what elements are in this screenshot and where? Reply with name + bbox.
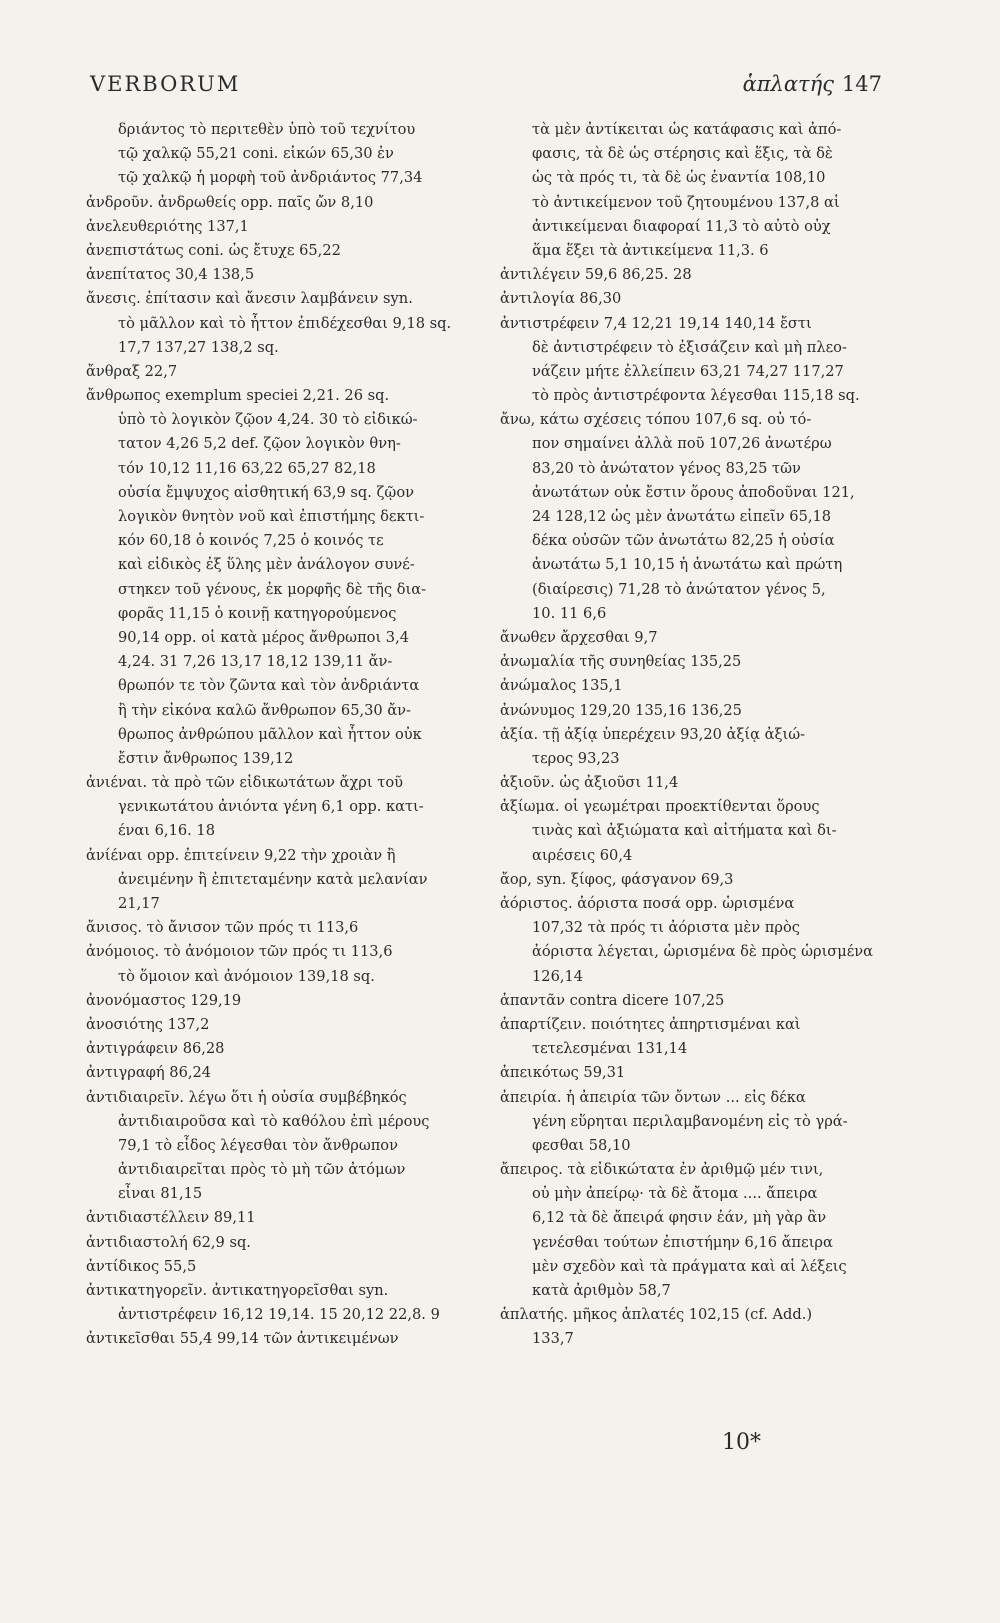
index-line: ἀντιλογία 86,30 [500, 290, 622, 308]
index-line: ἄνισος. τὸ ἄνισον τῶν πρός τι 113,6 [86, 919, 359, 937]
index-line: ἁπλατής. μῆκος ἀπλατές 102,15 (cf. Add.) [500, 1306, 813, 1324]
index-line: ἄνωθεν ἄρχεσθαι 9,7 [500, 628, 658, 646]
index-line: τὸ ἀντικείμενον τοῦ ζητουμένου 137,8 αἱ [532, 193, 840, 211]
index-line: (διαίρεσις) 71,28 τὸ ἀνώτατον γένος 5, [532, 580, 826, 598]
index-line: ἀνόμοιος. τὸ ἀνόμοιον τῶν πρός τι 113,6 [86, 943, 393, 961]
index-line: ἀξία. τῇ ἀξίᾳ ὑπερέχειν 93,20 ἀξίᾳ ἀξιώ- [500, 725, 806, 743]
index-line: 107,32 τὰ πρός τι ἀόριστα μὲν πρὸς [532, 919, 800, 937]
index-line: στηκεν τοῦ γένους, ἐκ μορφῆς δὲ τῆς δια- [118, 580, 427, 598]
index-line: κατὰ ἀριθμὸν 58,7 [532, 1282, 671, 1299]
index-line: 21,17 [118, 895, 160, 912]
index-line: οὐ μὴν ἀπείρῳ· τὰ δὲ ἄτομα .... ἄπειρα [532, 1185, 818, 1203]
index-line: τῷ χαλκῷ 55,21 coni. εἰκών 65,30 ἐν [118, 145, 394, 163]
index-line: ἀντιδιαιρεῖται πρὸς τὸ μὴ τῶν ἀτόμων [118, 1161, 406, 1179]
index-line: τινὰς καὶ ἀξιώματα καὶ αἰτήματα καὶ δι- [532, 822, 837, 840]
right-column [500, 118, 882, 1352]
index-line: τερος 93,23 [532, 749, 620, 767]
index-line: ἀντιδιαιροῦσα καὶ τὸ καθόλου ἐπὶ μέρους [118, 1112, 430, 1130]
index-line: ἀνωτάτω 5,1 10,15 ἡ ἀνωτάτω καὶ πρώτη [532, 556, 843, 574]
index-line: ἀνονόμαστος 129,19 [86, 991, 242, 1009]
index-line: 10. 11 6,6 [532, 604, 607, 622]
index-line: 83,20 τὸ ἀνώτατον γένος 83,25 τῶν [532, 459, 801, 477]
index-line: ἀνωμαλία τῆς συνηθείας 135,25 [500, 653, 742, 671]
index-line: ἀντιδιαστολή 62,9 sq. [86, 1233, 251, 1251]
index-line: ἄνθραξ 22,7 [86, 362, 178, 380]
index-line: ἄπειρος. τὰ εἰδικώτατα ἐν ἀριθμῷ μέν τινι, [500, 1161, 824, 1179]
index-line: ἀνιέναι. τὰ πρὸ τῶν εἰδικωτάτων ἄχρι τοῦ [86, 774, 403, 792]
index-line: ἀντικείμεναι διαφοραί 11,3 τὸ αὐτὸ οὐχ [532, 217, 831, 235]
index-line: ἀντιστρέφειν 7,4 12,21 19,14 140,14 ἔστι [500, 314, 812, 332]
index-line: ἀνοσιότης 137,2 [86, 1015, 210, 1033]
index-line: πον σημαίνει ἀλλὰ ποῦ 107,26 ἀνωτέρω [532, 435, 832, 453]
index-line: 4,24. 31 7,26 13,17 18,12 139,11 ἄν- [118, 653, 393, 671]
index-line: γένη εὕρηται περιλαμβανομένη εἰς τὸ γρά- [532, 1112, 848, 1130]
index-line: ἀπαντᾶν contra dicere 107,25 [500, 991, 725, 1009]
index-line: τετελεσμέναι 131,14 [532, 1040, 688, 1058]
index-line: νάζειν μήτε ἐλλείπειν 63,21 74,27 117,27 [532, 362, 844, 380]
index-line: κόν 60,18 ὁ κοινός 7,25 ὁ κοινός τε [118, 532, 384, 550]
index-line: δριάντος τὸ περιτεθὲν ὑπὸ τοῦ τεχνίτου [118, 121, 416, 138]
index-line: 90,14 opp. οἱ κατὰ μέρος ἄνθρωποι 3,4 [118, 628, 410, 646]
index-line: ἀνώμαλος 135,1 [500, 677, 623, 695]
index-line: αιρέσεις 60,4 [532, 846, 633, 864]
index-line: ἀόριστος. ἀόριστα ποσά opp. ὡρισμένα [500, 895, 795, 912]
index-line: 6,12 τὰ δὲ ἄπειρά φησιν ἐάν, μὴ γὰρ ἂν [532, 1209, 827, 1227]
index-line: ἀνδροῦν. ἀνδρωθείς opp. παῖς ὤν 8,10 [86, 193, 374, 211]
index-line: ἄνεσις. ἐπίτασιν καὶ ἄνεσιν λαμβάνειν syn. [86, 290, 413, 308]
head-word: ἁπλατής [742, 72, 834, 96]
index-line: καὶ εἰδικὸς ἐξ ὕλης μὲν ἀνάλογον συνέ- [118, 556, 415, 574]
index-line: ἄνω, κάτω σχέσεις τόπου 107,6 sq. οὐ τό- [500, 411, 812, 429]
index-line: 17,7 137,27 138,2 sq. [118, 338, 279, 356]
running-head: VERBORUM [90, 72, 241, 96]
index-line: ἀπειρία. ἡ ἀπειρία τῶν ὄντων ... εἰς δέκα [500, 1088, 806, 1106]
index-line: ἀόριστα λέγεται, ὡρισμένα δὲ πρὸς ὡρισμένα [532, 943, 874, 961]
index-line: ἀνώνυμος 129,20 135,16 136,25 [500, 701, 742, 719]
left-column [86, 118, 486, 1352]
page-number: 147 [841, 72, 882, 96]
index-line: ἀντιδιαιρεῖν. λέγω ὅτι ἡ οὐσία συμβέβηκός [86, 1088, 407, 1106]
index-line: ὑπὸ τὸ λογικὸν ζῷον 4,24. 30 τὸ εἰδικώ- [118, 411, 418, 429]
index-line: ἀνεπιστάτως coni. ὡς ἔτυχε 65,22 [86, 241, 341, 259]
index-line: τῷ χαλκῷ ἡ μορφὴ τοῦ ἀνδριάντος 77,34 [118, 169, 423, 187]
signature-mark: 10* [722, 1430, 761, 1455]
index-line: τὸ ὅμοιον καὶ ἀνόμοιον 139,18 sq. [118, 967, 375, 985]
index-line: τὰ μὲν ἀντίκειται ὡς κατάφασις καὶ ἀπό- [532, 121, 842, 138]
index-line: ἀνωτάτων οὐκ ἔστιν ὅρους ἀποδοῦναι 121, [532, 483, 855, 501]
index-line: ἀξίωμα. οἱ γεωμέτραι προεκτίθενται ὅρους [500, 798, 820, 816]
index-line: οὐσία ἔμψυχος αἰσθητική 63,9 sq. ζῷον [118, 483, 414, 501]
index-line: φορᾶς 11,15 ὁ κοινῇ κατηγορούμενος [118, 604, 397, 622]
index-line: ἀνειμένην ἢ ἐπιτεταμένην κατὰ μελανίαν [118, 870, 428, 888]
index-line: ἀντιγραφή 86,24 [86, 1064, 212, 1082]
index-line: δέκα οὐσῶν τῶν ἀνωτάτω 82,25 ἡ οὐσία [532, 532, 835, 550]
index-line: τατον 4,26 5,2 def. ζῷον λογικὸν θνη- [118, 435, 401, 453]
index-line: τόν 10,12 11,16 63,22 65,27 82,18 [118, 459, 376, 477]
index-line: φασις, τὰ δὲ ὡς στέρησις καὶ ἕξις, τὰ δὲ [532, 145, 833, 163]
index-line: έναι 6,16. 18 [118, 822, 215, 840]
index-line: ἄορ, syn. ξίφος, φάσγανον 69,3 [500, 870, 734, 888]
index-line: 126,14 [532, 967, 584, 985]
index-line: 79,1 τὸ εἶδος λέγεσθαι τὸν ἄνθρωπον [118, 1136, 398, 1154]
page-header [90, 72, 882, 104]
index-line: ἀντικεῖσθαι 55,4 99,14 τῶν ἀντικειμένων [86, 1330, 399, 1348]
index-line: 133,7 [532, 1330, 574, 1348]
index-line: θρωπος ἀνθρώπου μᾶλλον καὶ ἧττον οὐκ [118, 725, 422, 743]
index-line: ἀντιλέγειν 59,6 86,25. 28 [500, 266, 692, 284]
index-line: εἶναι 81,15 [118, 1185, 203, 1203]
index-line: ἀξιοῦν. ὡς ἀξιοῦσι 11,4 [500, 774, 679, 792]
index-line: ἀνελευθεριότης 137,1 [86, 217, 249, 235]
index-line: ἅμα ἕξει τὰ ἀντικείμενα 11,3. 6 [532, 241, 769, 259]
index-line: ἄνθρωπος exemplum speciei 2,21. 26 sq. [86, 387, 390, 405]
index-line: δὲ ἀντιστρέφειν τὸ ἐξισάζειν καὶ μὴ πλεο- [532, 338, 847, 356]
index-line: ἀντιγράφειν 86,28 [86, 1040, 225, 1058]
index-line: θρωπόν τε τὸν ζῶντα καὶ τὸν ἀνδριάντα [118, 677, 420, 695]
index-line: ἀντιστρέφειν 16,12 19,14. 15 20,12 22,8. 9 [118, 1306, 440, 1324]
index-line: ἔστιν ἄνθρωπος 139,12 [118, 749, 294, 767]
index-line: τὸ μᾶλλον καὶ τὸ ἧττον ἐπιδέχεσθαι 9,18 sq. [118, 314, 452, 332]
index-line: λογικὸν θνητὸν νοῦ καὶ ἐπιστήμης δεκτι- [118, 508, 425, 525]
index-line: ἢ τὴν εἰκόνα καλῶ ἄνθρωπον 65,30 ἄν- [118, 701, 411, 719]
index-line: φεσθαι 58,10 [532, 1136, 631, 1154]
index-line: γενέσθαι τούτων ἐπιστήμην 6,16 ἄπειρα [532, 1233, 833, 1251]
index-line: ἀντίδικος 55,5 [86, 1257, 197, 1275]
index-line: ἀπαρτίζειν. ποιότητες ἀπηρτισμέναι καὶ [500, 1015, 801, 1033]
index-line: ἀντικατηγορεῖν. ἀντικατηγορεῖσθαι syn. [86, 1282, 389, 1299]
index-line: ἀνίέναι opp. ἐπιτείνειν 9,22 τὴν χροιὰν ἢ [86, 846, 396, 864]
index-line: ἀντιδιαστέλλειν 89,11 [86, 1209, 256, 1227]
index-line: ὡς τὰ πρός τι, τὰ δὲ ὡς ἐναντία 108,10 [532, 169, 826, 187]
index-line: ἀνεπίτατος 30,4 138,5 [86, 266, 255, 284]
index-line: τὸ πρὸς ἀντιστρέφοντα λέγεσθαι 115,18 sq. [532, 387, 860, 405]
index-line: ἀπεικότως 59,31 [500, 1064, 626, 1082]
index-line: 24 128,12 ὡς μὲν ἀνωτάτω εἰπεῖν 65,18 [532, 508, 832, 525]
index-line: γενικωτάτου ἀνιόντα γένη 6,1 opp. κατι- [118, 798, 424, 816]
index-line: μὲν σχεδὸν καὶ τὰ πράγματα καὶ αἱ λέξεις [532, 1257, 847, 1275]
